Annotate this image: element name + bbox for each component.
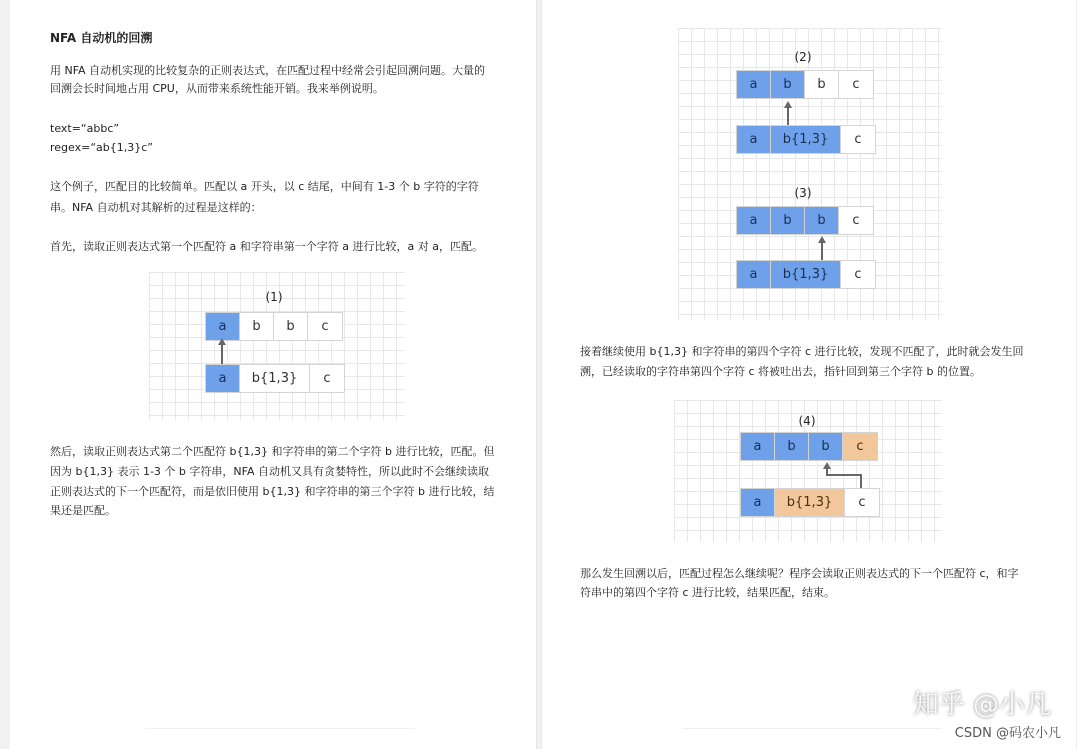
figure-2-3 bbox=[678, 28, 942, 320]
string-row bbox=[736, 206, 874, 235]
regex-cell: a bbox=[206, 365, 240, 392]
arrow-icon bbox=[821, 242, 823, 260]
string-cell: a bbox=[737, 207, 771, 234]
string-cell: c bbox=[852, 77, 860, 92]
figure-caption: (3) bbox=[794, 186, 812, 200]
string-cell: b bbox=[809, 433, 843, 460]
string-cell: c bbox=[852, 213, 860, 228]
regex-cell: b{1,3} bbox=[775, 489, 845, 516]
paragraph-line: 用 NFA 自动机实现的比较复杂的正则表达式，在匹配过程中经常会引起回溯问题。大量的 bbox=[50, 64, 486, 77]
regex-cell: a bbox=[737, 126, 771, 153]
backtrack-line bbox=[826, 474, 860, 476]
code-regex-line: regex=“ab{1,3}c” bbox=[50, 141, 153, 154]
paragraph-line: 符串中的第四个字符 c 进行比较，结果匹配，结束。 bbox=[580, 586, 836, 599]
string-row bbox=[205, 312, 343, 341]
paragraph-line: 串。NFA 自动机对其解析的过程是这样的： bbox=[50, 201, 262, 214]
regex-cell: c bbox=[854, 267, 862, 282]
string-row bbox=[736, 70, 874, 99]
regex-row bbox=[736, 125, 876, 154]
string-cell: b bbox=[805, 71, 839, 98]
paragraph-line: 因为 b{1,3} 表示 1-3 个 b 字符串，NFA 自动机又具有贪婪特性，所以此时不会继续读取 bbox=[50, 465, 489, 478]
string-cell: b bbox=[240, 313, 274, 340]
regex-row bbox=[740, 488, 880, 517]
figure-caption: (1) bbox=[265, 290, 283, 304]
zhihu-watermark: 知乎 @小凡 bbox=[912, 690, 1051, 720]
regex-row bbox=[736, 260, 876, 289]
arrow-icon bbox=[221, 344, 223, 364]
string-cell: c bbox=[843, 433, 877, 460]
section-heading: NFA 自动机的回溯 bbox=[50, 31, 153, 45]
csdn-watermark: CSDN @码农小凡 bbox=[954, 726, 1061, 741]
backtrack-line bbox=[860, 474, 862, 488]
regex-cell: b{1,3} bbox=[240, 365, 310, 392]
document-page-right bbox=[542, 0, 1076, 749]
arrow-icon bbox=[787, 107, 789, 125]
string-cell: b bbox=[771, 207, 805, 234]
paragraph-line: 回溯会长时间地占用 CPU，从而带来系统性能开销。我来举例说明。 bbox=[50, 82, 384, 95]
figure-4 bbox=[674, 400, 942, 542]
document-page-left bbox=[10, 0, 536, 749]
string-cell: b bbox=[274, 313, 308, 340]
regex-cell: b{1,3} bbox=[771, 126, 841, 153]
paragraph-line: 溯，已经读取的字符串第四个字符 c 将被吐出去，指针回到第三个字符 b 的位置。 bbox=[580, 365, 982, 378]
paragraph-line: 然后，读取正则表达式第二个匹配符 b{1,3} 和字符串的第二个字符 b 进行比较，匹配。但 bbox=[50, 445, 495, 458]
paragraph-line: 果还是匹配。 bbox=[50, 504, 116, 517]
footer-rule bbox=[145, 728, 415, 729]
regex-cell: c bbox=[323, 371, 331, 386]
string-row bbox=[740, 432, 878, 461]
string-cell: b bbox=[775, 433, 809, 460]
regex-row bbox=[205, 364, 345, 393]
figure-1 bbox=[149, 272, 405, 420]
footer-rule bbox=[682, 728, 942, 729]
regex-cell: c bbox=[854, 132, 862, 147]
regex-cell: b{1,3} bbox=[771, 261, 841, 288]
paragraph-line: 首先，读取正则表达式第一个匹配符 a 和字符串第一个字符 a 进行比较，a 对 a，匹配。 bbox=[50, 240, 483, 253]
string-cell: c bbox=[321, 319, 329, 334]
paragraph-line: 这个例子，匹配目的比较简单。匹配以 a 开头，以 c 结尾，中间有 1-3 个 b 字符的字符 bbox=[50, 180, 479, 193]
string-cell: a bbox=[741, 433, 775, 460]
paragraph-line: 那么发生回溯以后，匹配过程怎么继续呢？程序会读取正则表达式的下一个匹配符 c，和字 bbox=[580, 567, 1019, 580]
string-cell: a bbox=[737, 71, 771, 98]
string-cell: a bbox=[206, 313, 240, 340]
paragraph-line: 正则表达式的下一个匹配符，而是依旧使用 b{1,3} 和字符串的第三个字符 b 进行比较，结 bbox=[50, 485, 495, 498]
string-cell: b bbox=[771, 71, 805, 98]
figure-caption: (2) bbox=[794, 50, 812, 64]
regex-cell: a bbox=[737, 261, 771, 288]
figure-caption: (4) bbox=[798, 414, 816, 428]
regex-cell: c bbox=[858, 495, 866, 510]
paragraph-line: 接着继续使用 b{1,3} 和字符串的第四个字符 c 进行比较，发现不匹配了，此时就会发生回 bbox=[580, 345, 1024, 358]
string-cell: b bbox=[805, 207, 839, 234]
code-text-line: text=“abbc” bbox=[50, 122, 120, 135]
regex-cell: a bbox=[741, 489, 775, 516]
